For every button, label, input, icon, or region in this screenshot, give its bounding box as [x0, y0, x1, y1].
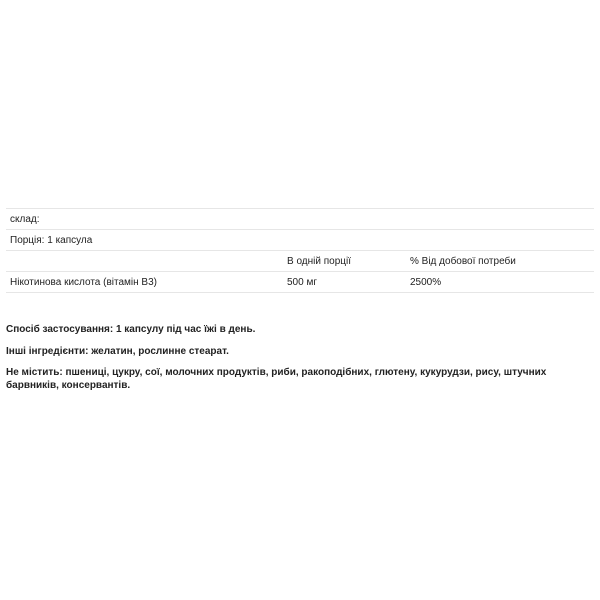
- header-cell: % Від добової потреби: [406, 251, 594, 272]
- usage-text: Спосіб застосування: 1 капсулу під час їжі в день.: [6, 324, 256, 335]
- table-row: [6, 209, 594, 230]
- other-ingredients-text: Інші інгредієнти: желатин, рослинне стеарат.: [6, 346, 229, 357]
- header-cell: В одній порції: [283, 251, 406, 272]
- composition-label: склад:: [6, 209, 594, 230]
- table-row: [6, 272, 594, 293]
- table-row: [6, 230, 594, 251]
- table-header-row: [6, 251, 594, 272]
- header-cell: [6, 251, 283, 272]
- ingredient-daily-value: 2500%: [406, 272, 594, 293]
- ingredient-amount: 500 мг: [283, 272, 406, 293]
- free-from-text: Не містить: пшениці, цукру, сої, молочних продуктів, риби, ракоподібних, глютену, кукурудзи, рису, штучних барвників, консервантів.: [6, 367, 547, 391]
- supplement-facts-table: [6, 208, 594, 293]
- ingredient-name: Нікотинова кислота (вітамін B3): [6, 272, 283, 293]
- serving-size: Порція: 1 капсула: [6, 230, 594, 251]
